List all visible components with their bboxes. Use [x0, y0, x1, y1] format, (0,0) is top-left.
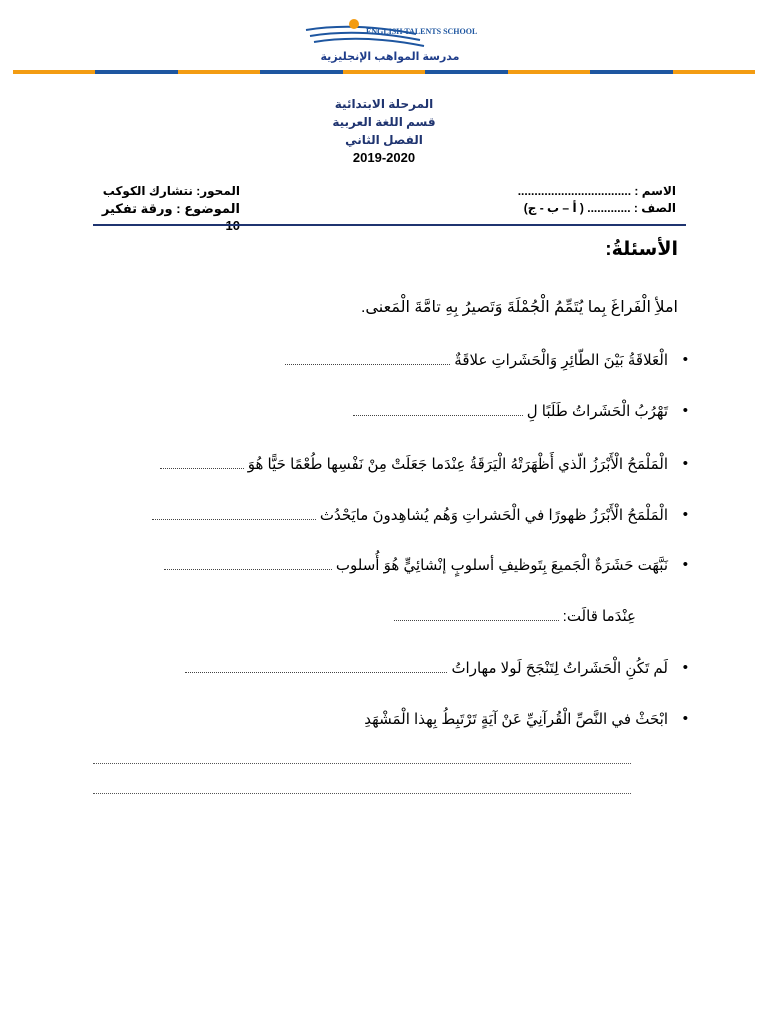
bullet-icon: •	[682, 506, 688, 523]
stripe-segment	[343, 70, 425, 74]
lesson-info	[100, 183, 240, 234]
question-item-3	[156, 455, 688, 473]
stripe-segment	[508, 70, 590, 74]
term-label: الفصل الثاني	[345, 133, 423, 147]
answer-blank[interactable]	[160, 456, 244, 469]
answer-blank[interactable]	[285, 352, 450, 365]
bullet-icon: •	[682, 659, 688, 676]
answer-line-1[interactable]	[93, 763, 631, 764]
topic-label: الموضوع :	[176, 201, 240, 216]
class-options: ( أ – ب - ج)	[523, 201, 584, 215]
year-label: 2019-2020	[352, 150, 416, 165]
bullet-icon: •	[682, 556, 688, 573]
bullet-icon: •	[682, 351, 688, 368]
logo-arabic-text: مدرسة المواهب الإنجليزية	[320, 51, 460, 63]
department-label: قسم اللغة العربية	[332, 115, 436, 129]
question-item-4	[148, 506, 688, 524]
class-label: الصف :	[633, 201, 676, 215]
class-field[interactable]: .............	[587, 201, 631, 215]
question-item-1	[281, 351, 688, 369]
answer-blank[interactable]	[394, 608, 559, 621]
question-text: تَهْرُبُ الْحَشَراتُ طَلَبًا لِ	[526, 403, 668, 420]
name-label: الاسم :	[634, 184, 676, 198]
answer-blank[interactable]	[152, 507, 316, 520]
answer-blank[interactable]	[353, 403, 523, 416]
question-text: ابْحَثْ في النَّصِّ الْقُرآنِيِّ عَنْ آيَةٍ تَرْتَبِطُ بِهذا الْمَشْهَدِ	[364, 711, 668, 728]
axis-label: المحور:	[196, 184, 240, 198]
answer-blank[interactable]	[164, 557, 332, 570]
stripe-segment	[178, 70, 260, 74]
name-row	[518, 183, 676, 200]
question-item-6	[181, 659, 688, 677]
question-item-2	[349, 402, 688, 420]
question-item-5-continuation	[390, 607, 636, 625]
question-text: نَبَّهَت حَشَرَةٌ الْجَميعَ بِتَوظيفِ أسلوبٍ إنْشائِيٍّ هُوَ أُسلوب	[335, 557, 668, 574]
topic-value: ورقة تفكير	[101, 201, 173, 216]
question-item-7	[364, 710, 688, 728]
answer-blank[interactable]	[185, 660, 447, 673]
student-info	[518, 183, 676, 217]
question-text: لَم تَكُنِ الْحَشَراتُ لِتَنْجَحَ لَولا مهاراتُ	[451, 660, 668, 677]
stripe-segment	[590, 70, 672, 74]
stripe-segment	[673, 70, 755, 74]
stripe-segment	[425, 70, 507, 74]
stripe-segment	[95, 70, 177, 74]
question-item-5	[160, 556, 688, 574]
header-block	[284, 95, 484, 167]
stage-label: المرحلة الابتدائية	[334, 97, 434, 111]
question-text: الْمَلْمَحُ الْأَبْرَزُ ظهورًا في الْحَشراتِ وَهُم يُشاهِدونَ مايَحْدُث	[319, 507, 668, 524]
header-stripe	[13, 70, 755, 74]
header-divider	[93, 224, 686, 226]
axis-value: نتشارك الكوكب	[102, 184, 193, 198]
subline-text: عِنْدَما قالَت:	[562, 608, 636, 625]
stripe-segment	[13, 70, 95, 74]
name-field[interactable]: ..................................	[517, 184, 632, 198]
question-text: الْعَلاقَةُ بَيْنَ الطّائِرِ وَالْحَشَراتِ علاقَةٌ	[454, 352, 668, 369]
bullet-icon: •	[682, 455, 688, 472]
stripe-segment	[260, 70, 342, 74]
topic-row	[100, 200, 240, 234]
axis-row	[100, 183, 240, 200]
bullet-icon: •	[682, 710, 688, 727]
questions-title: الأسئلةُ:	[605, 239, 678, 260]
class-row	[518, 200, 676, 217]
instruction-text: املأِ الْفَراغَ بِما يُتَمِّمُ الْجُمْلَةَ وَتَصيرُ بِهِ تامَّةَ الْمَعنى.	[360, 299, 678, 316]
bullet-icon: •	[682, 402, 688, 419]
logo-english-text: ENGLISH TALENTS SCHOOL	[366, 27, 478, 36]
answer-line-2[interactable]	[93, 793, 631, 794]
question-text: الْمَلْمَحُ الْأَبْرَزُ الّذي أَظْهَرَتْهُ الْيَرَقَةُ عِنْدَما جَعَلَتْ مِنْ نَفْسِها طُعْمًا حَيًّا هُوَ	[247, 456, 668, 473]
